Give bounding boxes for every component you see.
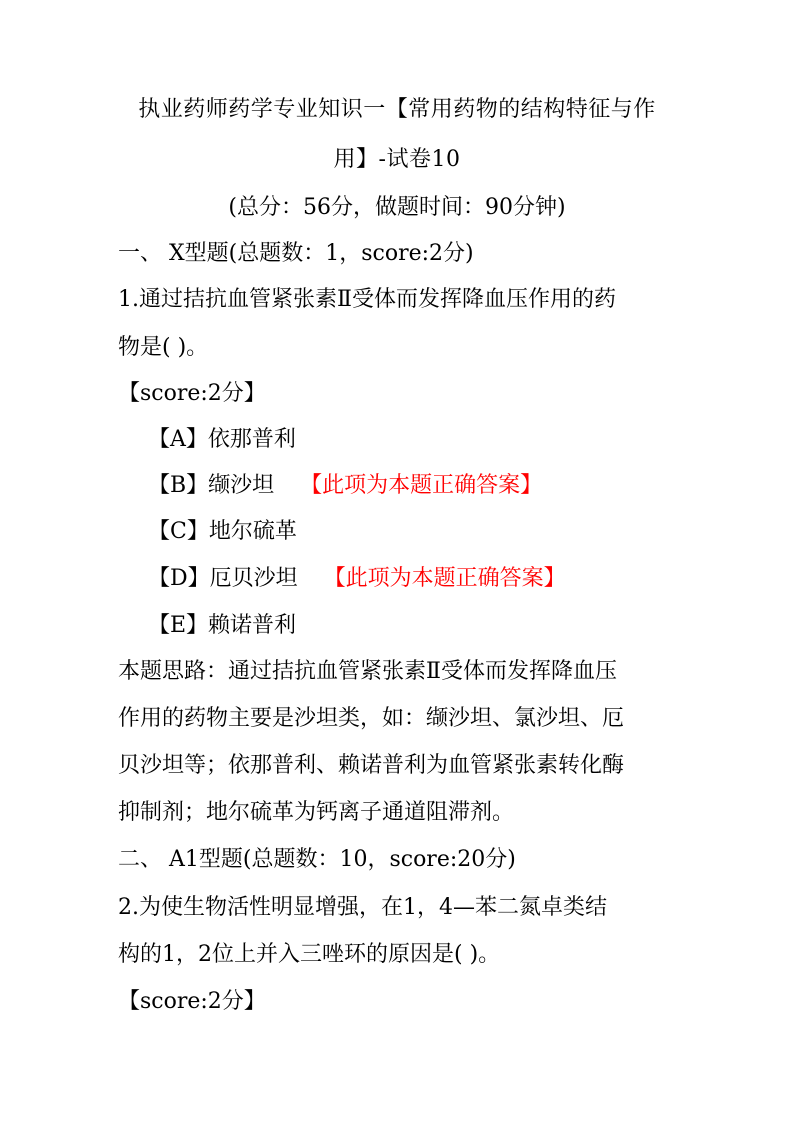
question-2-score: 【score:2分】 (118, 989, 266, 1014)
option-d (148, 564, 708, 594)
option-c-text: 【C】地尔硫革 (148, 519, 297, 544)
doc-title-line1: 执业药师药学专业知识一【常用药物的结构特征与作 (138, 97, 656, 122)
question-2-stem-line1: 2.为使生物活性明显增强，在1，4—苯二氮卓类结 (118, 895, 607, 920)
explanation-line: 作用的药物主要是沙坦类，如：缬沙坦、氯沙坦、厄 (118, 706, 625, 731)
section-heading-x: 一、 X型题(总题数：1，score:2分) (118, 241, 474, 266)
explanation-line: 本题思路：通过拮抗血管紧张素Ⅱ受体而发挥降血压 (118, 659, 617, 684)
option-e-text: 【E】赖诺普利 (148, 613, 297, 638)
option-d-answer-mark: 【此项为本题正确答案】 (323, 566, 566, 591)
question-1-score: 【score:2分】 (118, 381, 266, 406)
option-e (148, 611, 708, 641)
explanation-line: 抑制剂；地尔硫革为钙离子通道阻滞剂。 (118, 800, 515, 825)
option-a (148, 425, 708, 455)
section-heading-a1: 二、 A1型题(总题数：10，score:20分) (118, 847, 516, 872)
option-d-text: 【D】厄贝沙坦 (148, 566, 298, 591)
question-2-stem-line2: 构的1，2位上并入三唑环的原因是( )。 (118, 942, 501, 967)
option-a-text: 【A】依那普利 (148, 427, 296, 452)
option-b-answer-mark: 【此项为本题正确答案】 (300, 473, 543, 498)
explanation-line: 贝沙坦等；依那普利、赖诺普利为血管紧张素转化酶 (118, 753, 625, 778)
doc-title-line2: 用】-试卷10 (333, 147, 461, 172)
question-1-stem-line2: 物是( )。 (118, 335, 209, 360)
question-1-stem-line1: 1.通过拮抗血管紧张素Ⅱ受体而发挥降血压作用的药 (118, 287, 616, 312)
option-c (148, 517, 708, 547)
option-b-text: 【B】缬沙坦 (148, 473, 275, 498)
exam-meta: (总分：56分，做题时间：90分钟) (228, 195, 566, 220)
option-b (148, 471, 708, 501)
